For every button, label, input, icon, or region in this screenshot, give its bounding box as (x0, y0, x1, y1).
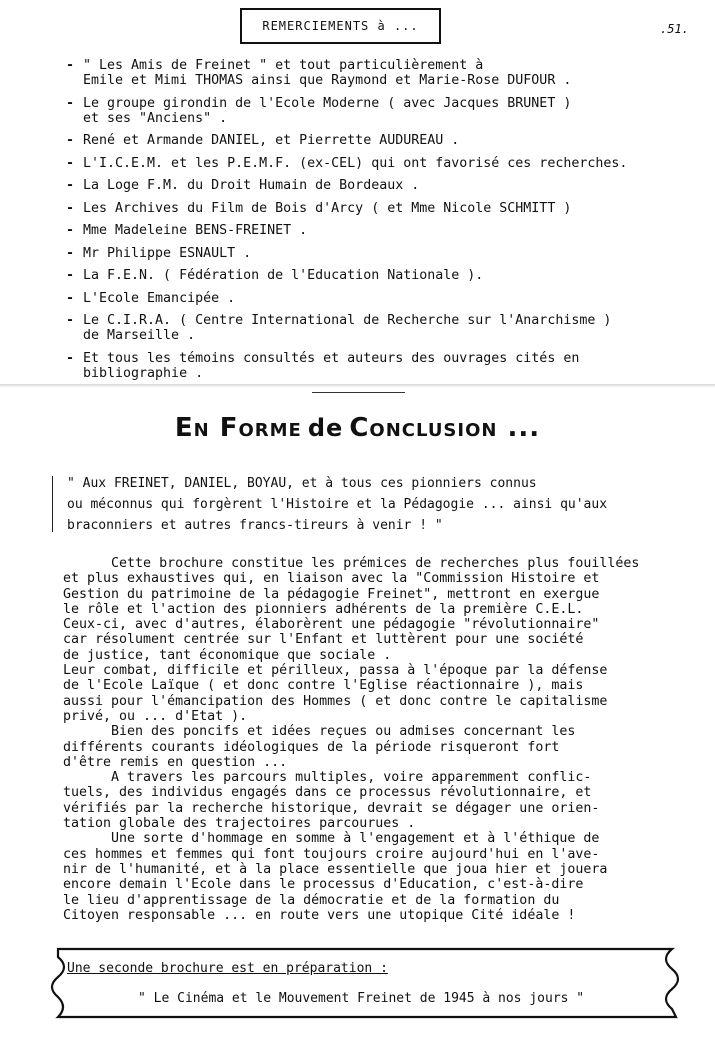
quote-bar (52, 476, 53, 532)
header-title-box (240, 8, 441, 44)
list-item: - Le groupe girondin de l'Ecole Moderne ( avec Jacques BRUNET ) et ses "Anciens" . (66, 96, 706, 126)
list-item: - Les Archives du Film de Bois d'Arcy ( et Mme Nicole SCHMITT ) (66, 201, 706, 216)
thanks-list (66, 58, 706, 388)
conclusion-title-part3: Conclusion ... (349, 413, 541, 443)
footer-frame (40, 945, 690, 1021)
list-item: - " Les Amis de Freinet " et tout particulièrement à Emile et Mimi THOMAS ainsi que Raymond et Marie-Rose DUFOUR . (66, 58, 706, 88)
list-item: - L'Ecole Emancipée . (66, 291, 706, 306)
footer-title: Une seconde brochure est en préparation : (67, 961, 388, 976)
footer-box (40, 945, 690, 1021)
list-item: - René et Armande DANIEL, et Pierrette AUDUREAU . (66, 133, 706, 148)
list-item: - Le C.I.R.A. ( Centre International de Recherche sur l'Anarchisme ) de Marseille . (66, 313, 706, 343)
list-item: - Et tous les témoins consultés et auteurs des ouvrages cités en bibliographie . (66, 351, 706, 381)
footer-text: " Le Cinéma et le Mouvement Freinet de 1945 à nos jours " (138, 991, 585, 1006)
conclusion-quote: " Aux FREINET, DANIEL, BOYAU, et à tous ces pionniers connus ou méconnus qui forgèrent l'Histoire et la Pédagogie ... ainsi qu'aux braconniers et autres francs-tireurs à venir ! " (67, 476, 608, 533)
list-item: - La Loge F.M. du Droit Humain de Bordeaux . (66, 178, 706, 193)
header-title: REMERCIEMENTS à ... (262, 19, 419, 33)
conclusion-title-part2: de (307, 414, 344, 442)
list-item: - La F.E.N. ( Fédération de l'Education Nationale ). (66, 268, 706, 283)
conclusion-title-part1: En Forme (174, 413, 302, 443)
conclusion-title (0, 404, 715, 445)
list-item: - L'I.C.E.M. et les P.E.M.F. (ex-CEL) qui ont favorisé ces recherches. (66, 156, 706, 171)
list-item: - Mme Madeleine BENS-FREINET . (66, 223, 706, 238)
list-item: - Mr Philippe ESNAULT . (66, 246, 706, 261)
conclusion-body: Cette brochure constitue les prémices de recherches plus fouillées et plus exhaustives qui, en liaison avec la "Commission Histoire et Gestion du patrimoine de la pédagogie Freinet", mettront en exergue le rôle et l'action des pionniers adhérents de la première C.E.L. Ceux-ci, avec d'autres, élaborèrent une pédagogie "révolutionnaire" car résolument centrée sur l'Enfant et luttèrent pour une société de justice, tant économique que sociale . Leur combat, difficile et périlleux, passa à l'époque par la défense de l'Ecole Laïque ( et donc contre l'Eglise réactionnaire ), mais aussi pour l'émancipation des Hommes ( et donc contre le capitalisme privé, ou ... d'Etat ). Bien des poncifs et idées reçues ou admises concernant les différents courants idéologiques de la période risqueront fort d'être remis en question ... A travers les parcours multiples, voire apparemment conflic- tuels, des individus engagés dans ce processus révolutionnaire, et vérifiés par la recherche historique, devrait se dégager une orien- tation globale des trajectoires parcourues . Une sorte d'hommage en somme à l'engagement et à l'éthique de ces hommes et femmes qui font toujours croire aujourd'hui en l'ave- nir de l'humanité, et à la place essentielle que joua hier et jouera encore demain l'Ecole dans le processus d'Education, c'est-à-dire le lieu d'apprentissage de la démocratie et de la formation du Citoyen responsable ... en route vers une utopique Cité idéale ! (63, 556, 640, 923)
section-divider (312, 392, 405, 393)
page-number: .51. (660, 22, 689, 36)
